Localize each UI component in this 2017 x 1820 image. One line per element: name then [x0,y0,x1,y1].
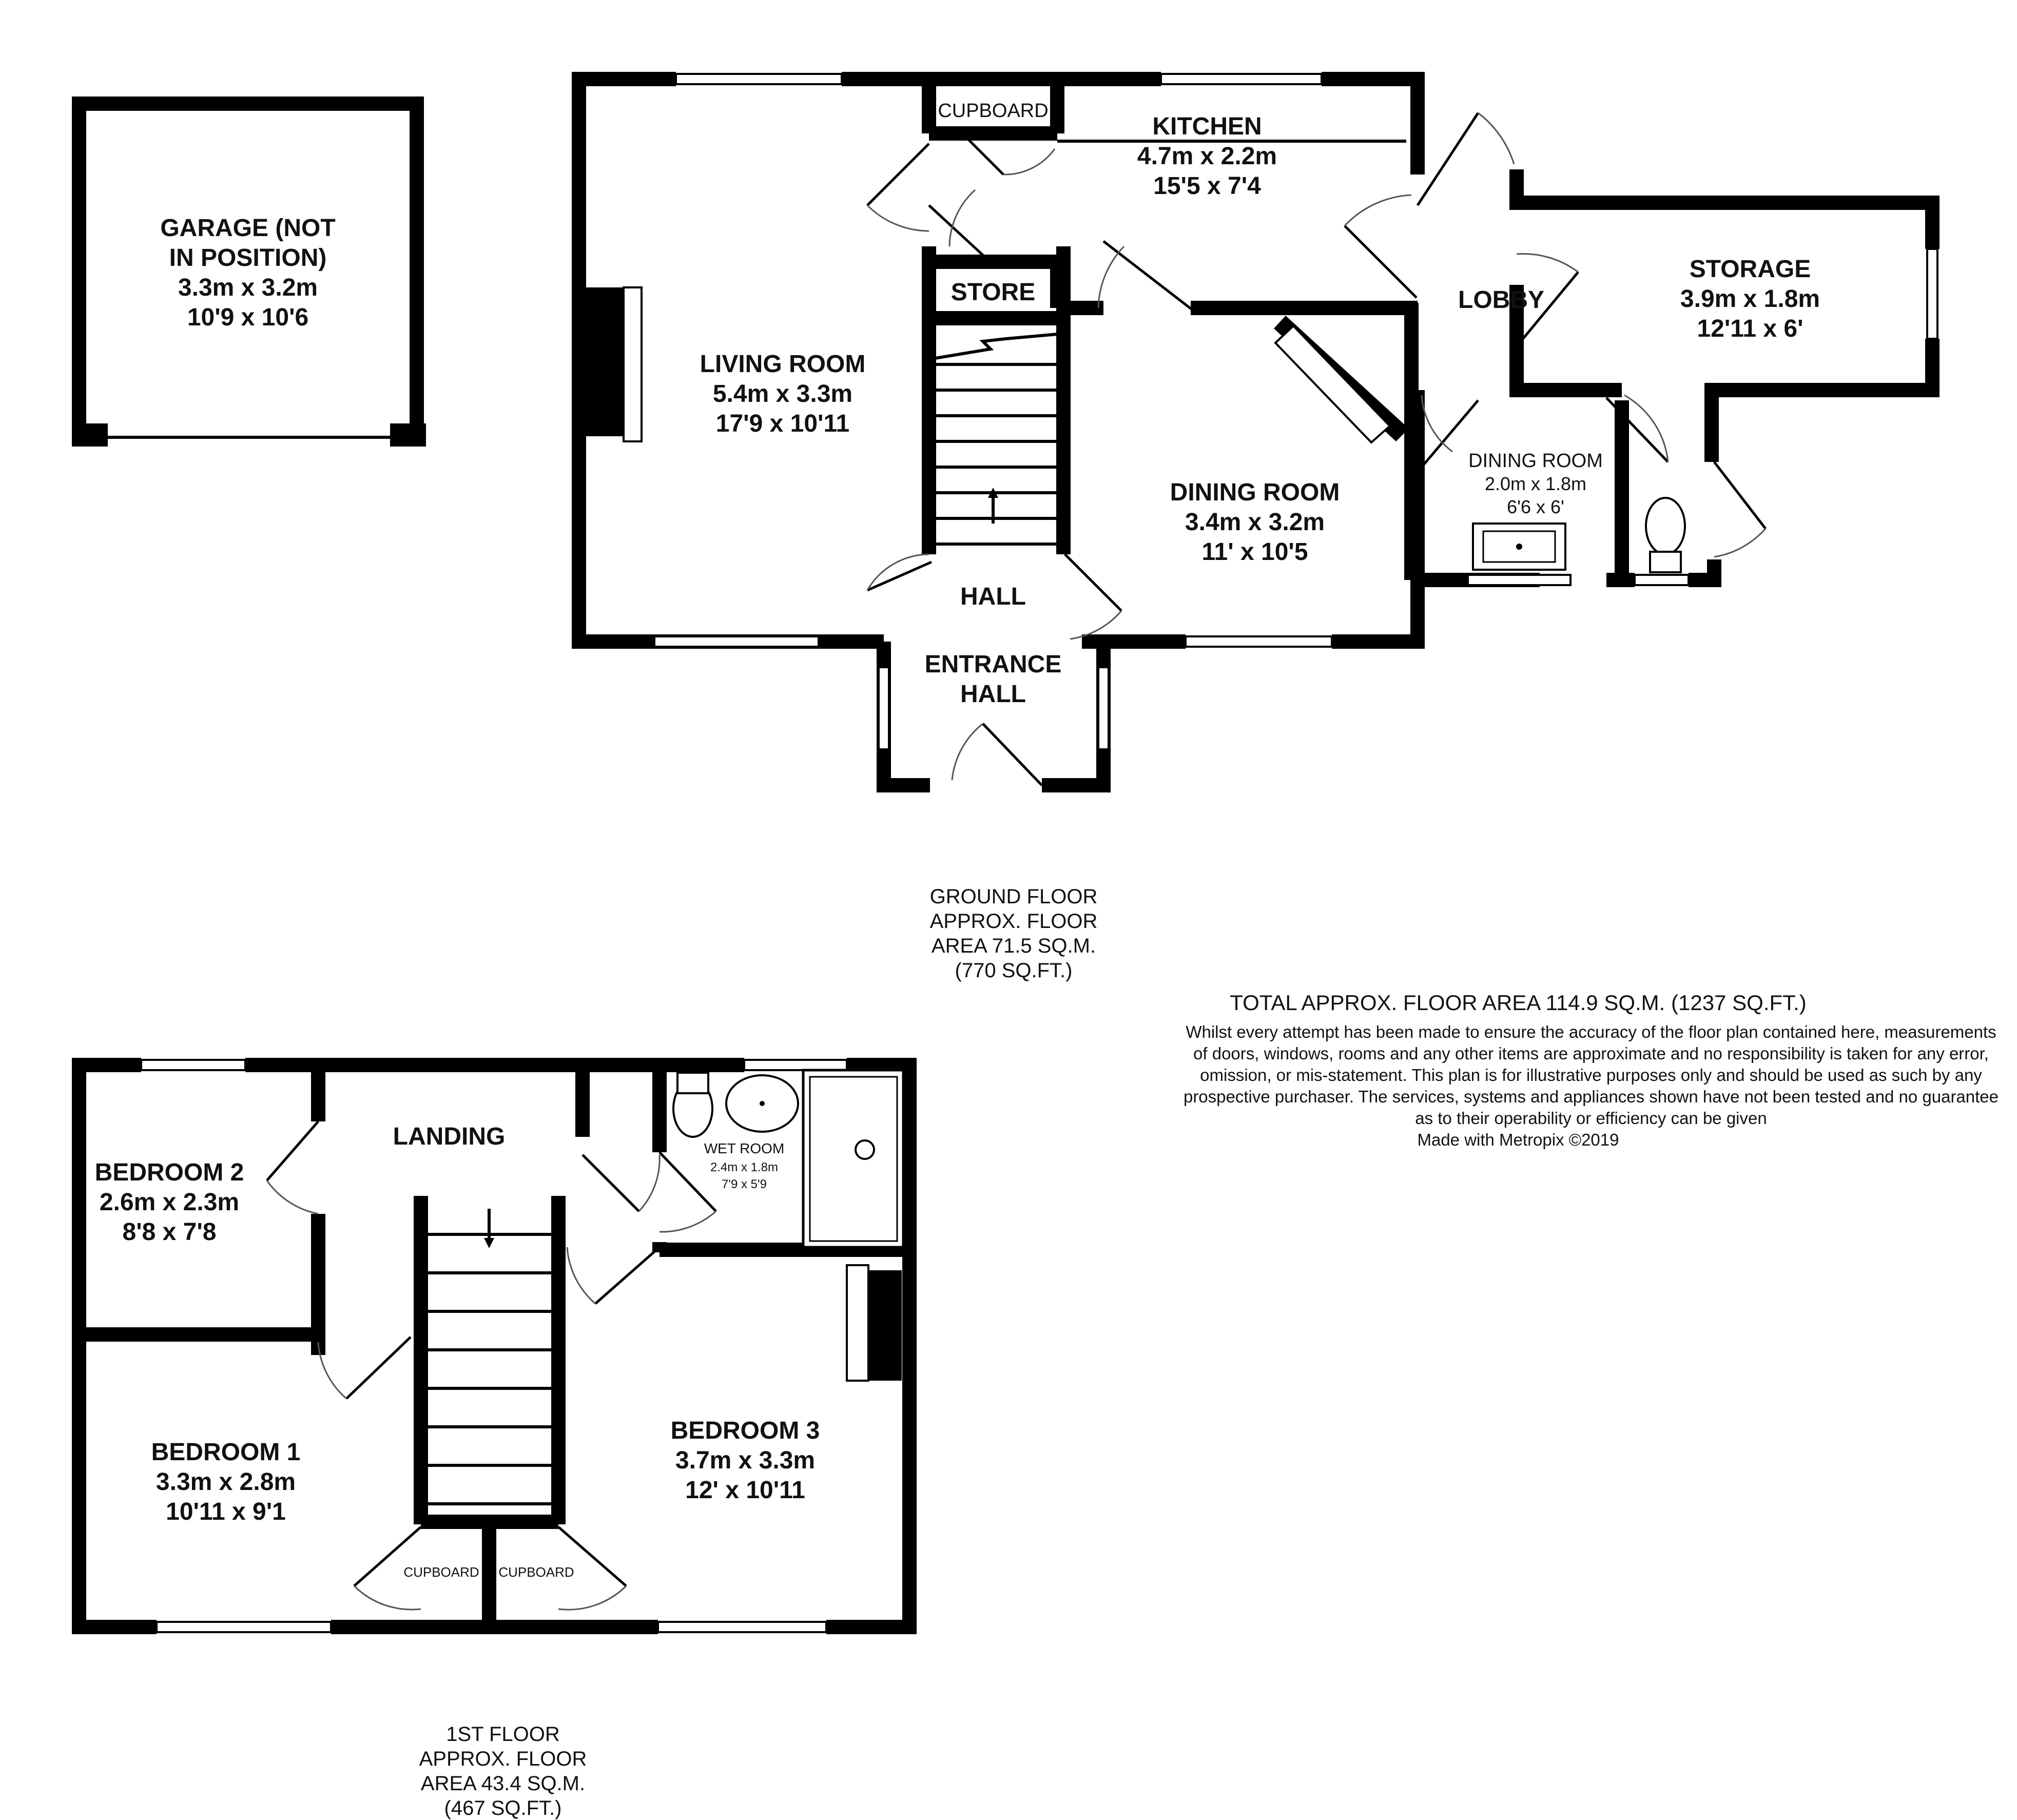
ground-fixtures [1473,498,1685,572]
bedroom1-imperial: 10'11 x 9'1 [166,1498,286,1525]
disclaimer-4: prospective purchaser. The services, systems and appliances shown have not been tested and no guarantee [1183,1087,1999,1106]
wetroom-fixtures [673,1070,903,1247]
bedroom2-imperial: 8'8 x 7'8 [122,1218,217,1246]
garage-label-1: GARAGE (NOT [160,215,336,242]
dining-small-label: DINING ROOM [1468,450,1603,472]
disclaimer-1: Whilst every attempt has been made to ensure the accuracy of the floor plan contained here, measurements [1186,1022,1996,1041]
first-note-2: APPROX. FLOOR [419,1748,587,1770]
first-stairs [421,1209,558,1504]
bedroom1-label: BEDROOM 1 [151,1439,301,1466]
garage-imperial: 10'9 x 10'6 [187,304,309,331]
cupboard-label: CUPBOARD [938,100,1049,122]
dining-metric: 3.4m x 3.2m [1185,509,1325,536]
wetroom-imperial: 7'9 x 5'9 [722,1177,767,1191]
kitchen-metric: 4.7m x 2.2m [1137,143,1277,170]
bedroom1-metric: 3.3m x 2.8m [156,1468,296,1496]
living-label: LIVING ROOM [700,351,866,378]
landing-label: LANDING [393,1123,506,1150]
wetroom-label: WET ROOM [704,1140,785,1156]
first-note-1: 1ST FLOOR [446,1723,560,1746]
garage-label-2: IN POSITION) [169,244,327,272]
ground-stairs [929,334,1063,544]
metropix-credit: Made with Metropix ©2019 [1417,1130,1619,1149]
storage-metric: 3.9m x 1.8m [1680,285,1820,313]
dining-label: DINING ROOM [1170,479,1340,506]
first-note-4: (467 SQ.FT.) [444,1797,562,1819]
disclaimer-3: omission, or mis-statement. This plan is for illustrative purposes only and should be used as such by any [1200,1066,1982,1085]
storage-label: STORAGE [1689,256,1811,283]
bedroom3-metric: 3.7m x 3.3m [675,1447,816,1474]
bedroom2-label: BEDROOM 2 [94,1159,244,1186]
first-note-3: AREA 43.4 SQ.M. [420,1772,586,1795]
storage-imperial: 12'11 x 6' [1697,315,1803,342]
bedroom3-label: BEDROOM 3 [670,1417,820,1444]
living-metric: 5.4m x 3.3m [712,380,853,408]
entrance-label-2: HALL [960,681,1026,708]
kitchen-imperial: 15'5 x 7'4 [1153,172,1261,200]
cupboard-right-label: CUPBOARD [498,1564,574,1580]
cupboard-left-label: CUPBOARD [403,1564,479,1580]
dining-small-imperial: 6'6 x 6' [1507,496,1564,517]
entrance-label-1: ENTRANCE [924,651,1062,678]
lobby-label: LOBBY [1458,286,1544,314]
store-label: STORE [951,279,1036,306]
wetroom-metric: 2.4m x 1.8m [710,1160,779,1174]
hall-label: HALL [960,583,1026,610]
garage-metric: 3.3m x 3.2m [178,274,318,301]
disclaimer-2: of doors, windows, rooms and any other items are approximate and no responsibility is taken for any error, [1193,1044,1989,1063]
dining-small-metric: 2.0m x 1.8m [1484,473,1587,494]
ground-note-3: AREA 71.5 SQ.M. [931,935,1096,957]
kitchen-label: KITCHEN [1152,113,1262,140]
disclaimer-5: as to their operability or efficiency can be given [1415,1109,1767,1128]
ground-note-4: (770 SQ.FT.) [955,959,1073,982]
ground-note-2: APPROX. FLOOR [929,910,1098,933]
ground-note-1: GROUND FLOOR [929,885,1098,908]
bedroom2-metric: 2.6m x 2.3m [99,1189,240,1216]
living-imperial: 17'9 x 10'11 [715,410,850,437]
total-area: TOTAL APPROX. FLOOR AREA 114.9 SQ.M. (1237 SQ.FT.) [1230,991,1807,1015]
dining-imperial: 11' x 10'5 [1201,538,1308,566]
bedroom3-imperial: 12' x 10'11 [685,1477,805,1504]
